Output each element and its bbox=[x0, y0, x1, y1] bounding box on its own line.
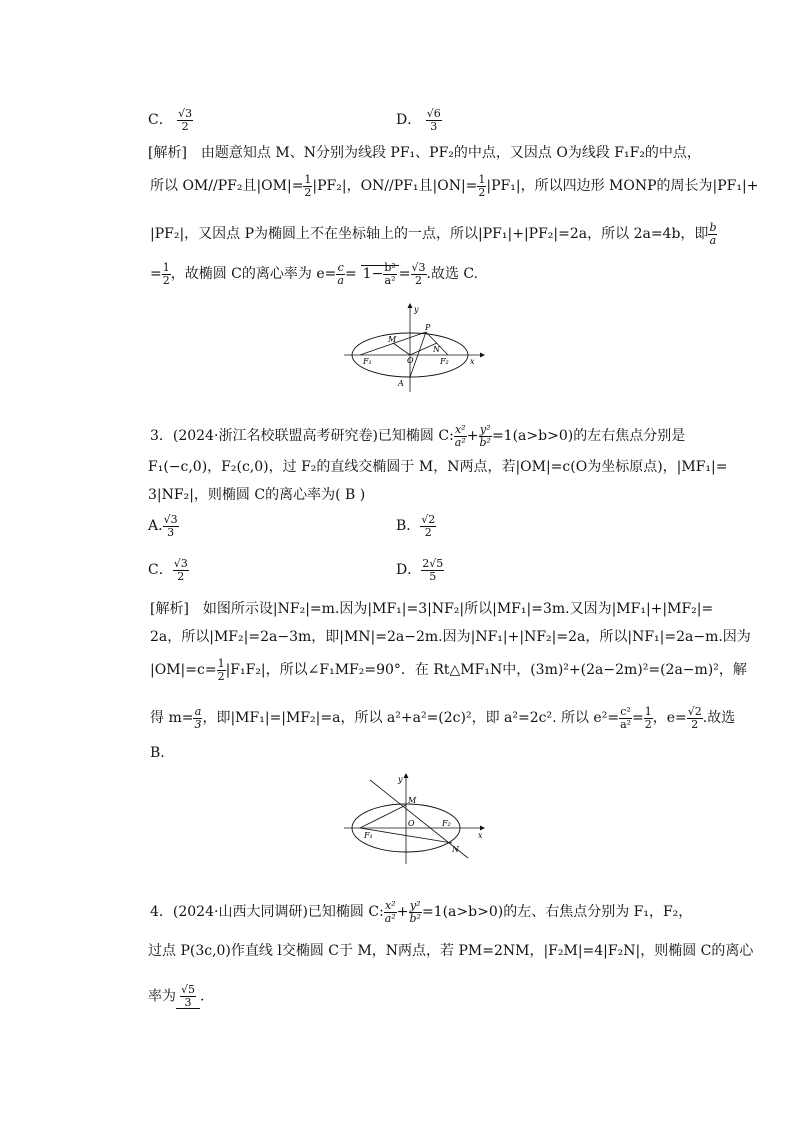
label-o: O bbox=[408, 819, 415, 828]
option-letter: C． bbox=[148, 112, 173, 129]
fraction bbox=[708, 222, 717, 246]
label-p: P bbox=[425, 323, 431, 332]
denominator: 2 bbox=[644, 717, 652, 731]
denominator: a² bbox=[620, 717, 632, 731]
q3-option-c bbox=[148, 558, 189, 582]
text: + bbox=[466, 428, 479, 445]
text: . bbox=[200, 988, 205, 1005]
text: |F₁F₂|，所以∠F₁MF₂=90°．在 Rt△MF₁N中，(3m)²+(2a−2m)²=(2a−m)²，解 bbox=[225, 662, 747, 679]
fraction bbox=[217, 658, 226, 682]
q2-solution-line-2 bbox=[150, 174, 758, 198]
numerator: 1 bbox=[478, 173, 486, 186]
text: |PF₂|，ON//PF₁且|ON|= bbox=[312, 178, 478, 195]
segment-ap bbox=[410, 332, 426, 377]
fraction bbox=[162, 262, 171, 286]
label-f2: F₂ bbox=[442, 819, 451, 828]
answer-fraction bbox=[176, 984, 200, 1009]
text: = bbox=[632, 710, 644, 727]
label-f1: F₁ bbox=[363, 357, 372, 366]
denominator: a² bbox=[384, 911, 396, 925]
fraction bbox=[336, 262, 345, 286]
numerator: a bbox=[194, 705, 202, 718]
numerator: y² bbox=[479, 423, 491, 436]
label-n: N bbox=[433, 345, 440, 354]
q3-solution-line-5: B. bbox=[150, 745, 165, 761]
text: 得 m= bbox=[150, 710, 194, 727]
fraction bbox=[619, 706, 632, 730]
denominator: 2 bbox=[217, 669, 225, 683]
q3-option-d bbox=[396, 558, 444, 582]
option-letter: A. bbox=[148, 518, 163, 535]
numerator: y² bbox=[409, 899, 421, 912]
fraction bbox=[644, 706, 653, 730]
numerator: x² bbox=[384, 899, 396, 912]
denominator: 2 bbox=[304, 185, 312, 199]
text: ，e= bbox=[652, 710, 687, 727]
text: = bbox=[344, 266, 357, 283]
text: 4．(2024·山西大同调研)已知椭圆 C: bbox=[150, 904, 384, 921]
q3-stem-line-2: F₁(−c,0)，F₂(c,0)，过 F₂的直线交椭圆于 M，N两点，若|OM|=c(O为坐标原点)，|MF₁|= bbox=[148, 459, 728, 475]
fraction bbox=[384, 900, 397, 924]
figure-2-ellipse bbox=[340, 770, 490, 870]
fraction bbox=[687, 706, 703, 730]
denominator: a² bbox=[384, 273, 396, 287]
label-f2: F₂ bbox=[440, 357, 449, 366]
numerator: 1 bbox=[644, 705, 652, 718]
fraction bbox=[454, 424, 467, 448]
text: =1(a>b>0)的左、右焦点分别为 F₁，F₂， bbox=[421, 904, 693, 921]
denominator: a bbox=[709, 233, 717, 247]
label-a: A bbox=[398, 379, 404, 388]
text: .故选 bbox=[702, 710, 736, 727]
text: |PF₂|，又因点 P为椭圆上不在坐标轴上的一点，所以|PF₁|+|PF₂|=2a，所以 2a=4b，即 bbox=[150, 226, 709, 243]
fraction bbox=[173, 558, 189, 582]
denominator: 2 bbox=[478, 185, 486, 199]
fraction bbox=[409, 900, 422, 924]
q2-solution-line-4 bbox=[150, 262, 478, 286]
denominator: 2 bbox=[691, 717, 699, 731]
numerator: x² bbox=[454, 423, 466, 436]
label-n: N bbox=[452, 845, 459, 854]
q3-stem-line-3: 3|NF₂|，则椭圆 C的离心率为( B ) bbox=[148, 487, 366, 503]
q4-stem-line-1 bbox=[150, 900, 692, 924]
denominator: 3 bbox=[184, 995, 192, 1009]
q3-option-b bbox=[396, 514, 436, 538]
q3-solution-line-1: [解析] 如图所示设|NF₂|=m.因为|MF₁|=3|NF₂|所以|MF₁|=3m.又因为|MF₁|+|MF₂|= bbox=[150, 601, 714, 617]
fraction bbox=[479, 424, 492, 448]
text: 率为 bbox=[148, 988, 176, 1005]
text: |PF₁|，所以四边形 MONP的周长为|PF₁|+ bbox=[486, 178, 759, 195]
denominator: 3 bbox=[430, 119, 438, 133]
fraction bbox=[421, 558, 444, 582]
option-letter: D． bbox=[396, 562, 422, 579]
text: = bbox=[150, 266, 162, 283]
numerator: √3 bbox=[178, 107, 193, 120]
option-letter: B． bbox=[396, 518, 421, 535]
text: |OM|=c= bbox=[150, 662, 217, 679]
numerator: √3 bbox=[411, 261, 426, 274]
label-o: O bbox=[407, 356, 414, 365]
numerator: √6 bbox=[426, 107, 441, 120]
numerator: √5 bbox=[181, 983, 196, 996]
denominator: 5 bbox=[429, 569, 437, 583]
numerator: 1 bbox=[162, 261, 170, 274]
figure-1-ellipse bbox=[340, 300, 490, 400]
segment-om bbox=[393, 343, 410, 355]
denominator: 2 bbox=[181, 119, 189, 133]
fraction bbox=[383, 262, 396, 286]
numerator: √3 bbox=[163, 513, 178, 526]
text: =1(a>b>0)的左右焦点分别是 bbox=[491, 428, 686, 445]
numerator: 2√5 bbox=[422, 557, 444, 570]
q4-stem-line-2: 过点 P(3c,0)作直线 l交椭圆 C于 M，N两点，若 PM=2NM，|F₂M|=4|F₂N|，则椭圆 C的离心 bbox=[148, 943, 754, 959]
fraction bbox=[177, 108, 193, 132]
q3-solution-line-2: 2a，所以|MF₂|=2a−3m，即|MN|=2a−2m.因为|NF₁|+|NF₂|=2a，所以|NF₁|=2a−m.因为 bbox=[150, 629, 751, 645]
sqrt-expression bbox=[361, 261, 399, 287]
fraction bbox=[411, 262, 427, 286]
q3-solution-line-3 bbox=[150, 658, 747, 682]
denominator: b² bbox=[409, 911, 421, 925]
label-x: x bbox=[470, 357, 475, 366]
text: .故选 C. bbox=[426, 266, 479, 283]
q3-solution-line-4 bbox=[150, 706, 735, 730]
numerator: c² bbox=[620, 705, 631, 718]
q2-solution-line-3 bbox=[150, 222, 717, 246]
denominator: 2 bbox=[415, 273, 422, 287]
denominator: 2 bbox=[424, 525, 432, 539]
text: 所以 OM//PF₂且|OM|= bbox=[150, 178, 304, 195]
numerator: √2 bbox=[421, 513, 436, 526]
text: 3．(2024·浙江名校联盟高考研究卷)已知椭圆 C: bbox=[150, 428, 454, 445]
label-y: y bbox=[414, 305, 419, 314]
label-f1: F₁ bbox=[364, 831, 373, 840]
q2-option-c bbox=[148, 108, 193, 132]
option-letter: D． bbox=[396, 112, 422, 129]
q2-solution-line-1: [解析] 由题意知点 M、N分别为线段 PF₁、PF₂的中点，又因点 O为线段 F₁F₂的中点， bbox=[148, 145, 701, 161]
numerator: √2 bbox=[687, 705, 702, 718]
y-arrow bbox=[408, 303, 413, 308]
label-m: M bbox=[408, 796, 417, 805]
denominator: a bbox=[337, 273, 344, 287]
fraction bbox=[163, 514, 179, 538]
text: ，即|MF₁|=|MF₂|=a，所以 a²+a²=(2c)²，即 a²=2c². 所以 e²= bbox=[202, 710, 620, 727]
q3-stem-line-1 bbox=[150, 424, 685, 448]
numerator: c bbox=[337, 261, 344, 274]
numerator: 1 bbox=[217, 657, 225, 670]
text: + bbox=[396, 904, 409, 921]
label-m: M bbox=[388, 335, 397, 344]
numerator: b bbox=[709, 221, 717, 234]
q3-option-a bbox=[148, 514, 179, 538]
denominator: a² bbox=[454, 435, 466, 449]
numerator: √3 bbox=[173, 557, 188, 570]
label-y: y bbox=[398, 775, 403, 784]
denominator: 3 bbox=[194, 717, 202, 731]
label-x: x bbox=[478, 831, 483, 840]
denominator: 2 bbox=[177, 569, 185, 583]
fraction bbox=[426, 108, 442, 132]
text: 1− bbox=[362, 266, 384, 283]
text: = bbox=[398, 266, 411, 283]
text: ，故椭圆 C的离心率为 e= bbox=[170, 266, 337, 283]
denominator: 2 bbox=[162, 273, 170, 287]
numerator: b² bbox=[384, 261, 396, 274]
option-letter: C． bbox=[148, 562, 173, 579]
y-arrow bbox=[404, 773, 409, 778]
numerator: 1 bbox=[304, 173, 312, 186]
x-arrow bbox=[480, 353, 485, 358]
denominator: 3 bbox=[167, 525, 175, 539]
q2-option-d bbox=[396, 108, 442, 132]
fraction bbox=[420, 514, 436, 538]
x-arrow bbox=[480, 826, 485, 831]
denominator: b² bbox=[479, 435, 491, 449]
q4-stem-line-3 bbox=[148, 984, 204, 1009]
segment-f1-m bbox=[360, 805, 406, 828]
